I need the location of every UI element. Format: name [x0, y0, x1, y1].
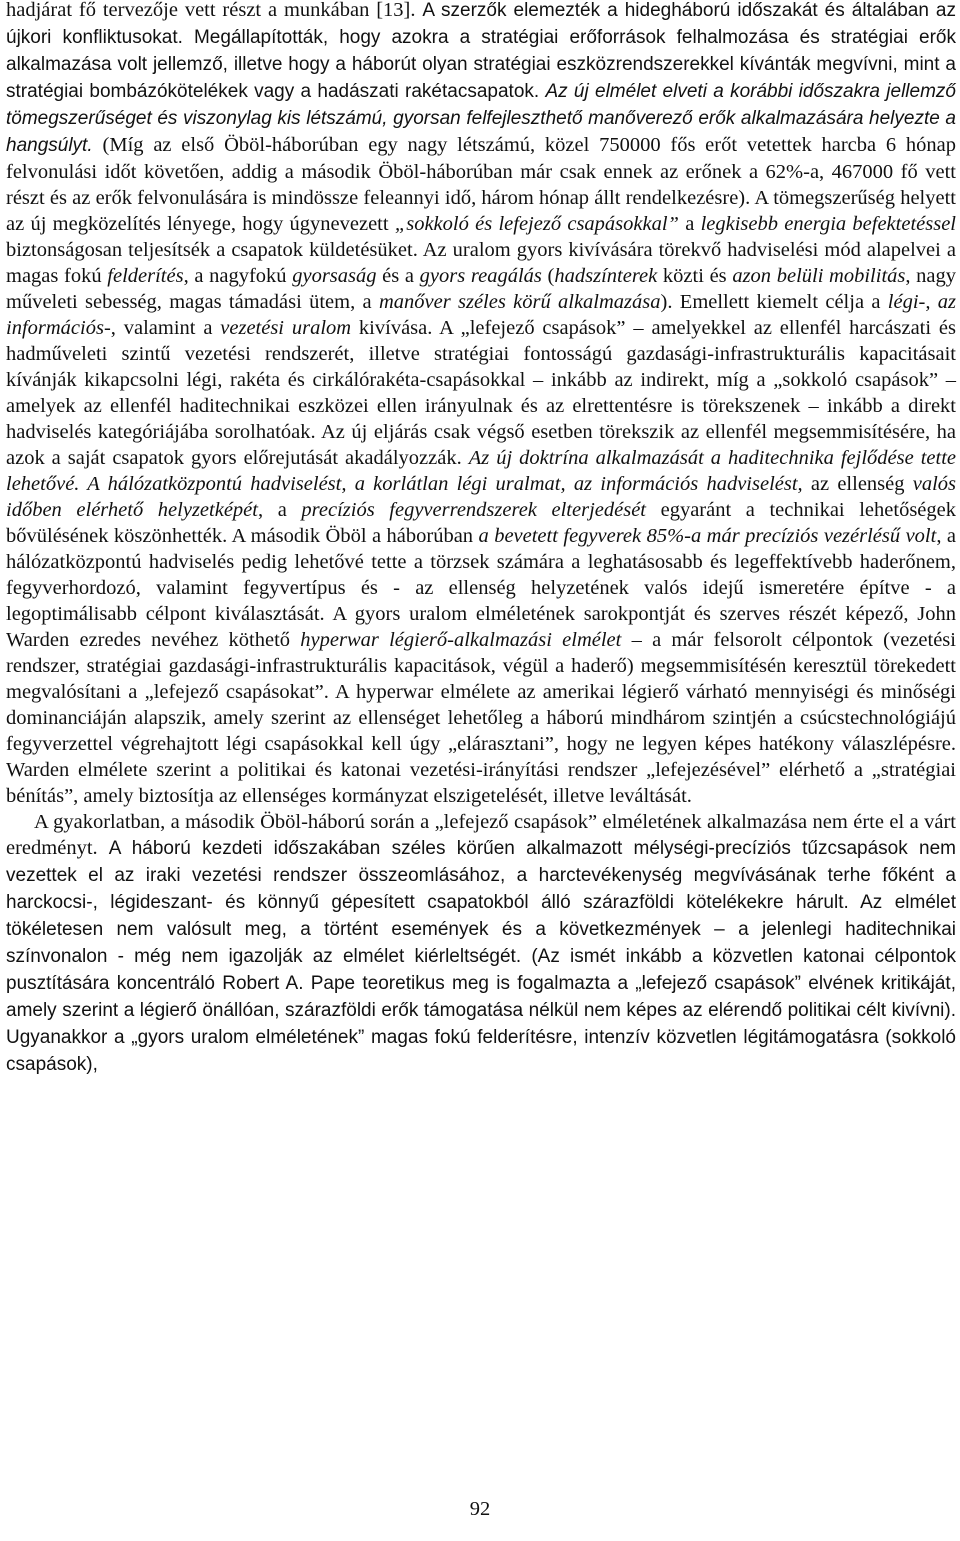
text-run: valós időben elérhető helyzetképét [6, 473, 956, 521]
text-run: , a [257, 499, 302, 521]
text-run: Az új doktrína alkalmazását a haditechnika fejlődése tette lehetővé. A hálózatközpontú hadviselést, a korlátlan légi uralmat, az információs hadviselést, [6, 447, 956, 495]
text-run: legkisebb energia befektetéssel [700, 213, 956, 235]
document-page [6, 0, 956, 1078]
text-run: , valamint a [110, 317, 221, 339]
text-run: (Míg az első Öböl-háborúban egy nagy létszámú, közel 750000 fős erőt vetettek harcba 6 hónap felvonulási időt követően, addig a második Öböl-háborúban már csak ennek az erőnek a 62%-a, 467000 fő vett részt és az erők felvonulására is mindössze feleannyi idő, három hónap állt rendelkezésre). A tömegszerűség helyett az új megközelítés lényege, hogy úgynevezett [6, 134, 956, 235]
page-number: 92 [469, 1498, 491, 1520]
text-run: biztonságosan teljesítsék a csapatok küldetésüket. Az uralom gyors kivívására törekvő hadviselési mód alapelvei a magas fokú [6, 239, 956, 287]
text-run: vezetési uralom [220, 317, 352, 339]
body-paragraph [6, 809, 956, 1078]
text-run: A háború kezdeti időszakában széles körűen alkalmazott mélységi-precíziós tűzcsapások nem vezettek el az iraki vezetési rendszer összeomlásához, a harctevékenység megvívásának terhe főként a harckocsi-, légideszant- és könnyű gépesített csapatokból álló szárazföldi kötelékekre hárult. Az elmélet tökéletesen nem valósult meg, a történt események és a következmények – a jelenlegi haditechnikai színvonalon - még nem igazolják az elmélet kiérleltségét. (Az ismét inkább a közvetlen katonai célpontok pusztítására koncentráló Robert A. Pape teoretikus meg is fogalmazta a „lefejező csapások” elvének kritikáját, amely szerint a légierő önállóan, szárazföldi erők támogatása nélkül nem képes az elérendő politikai célt kivívni). Ugyanakkor a „gyors uralom elméletének” magas fokú felderítésre, intenzív közvetlen légitámogatásra (sokkoló csapások), [6, 838, 956, 1075]
text-run: felderítés [107, 265, 184, 287]
text-run: hadszínterek [554, 265, 658, 287]
text-run: az ellenség [802, 473, 913, 495]
text-run: a [678, 213, 701, 235]
text-run: egyaránt a technikai lehetőségek bővülésének köszönhették. A második Öböl a háborúban [6, 499, 956, 547]
text-run: kivívása. A „lefejező csapások” – amelyekkel az ellenfél harcászati és hadműveleti szintű vezetési rendszerét, illetve stratégiai fontosságú gazdasági-infrastrukturális kapacitásait kívánják kikapcsolni légi, rakéta és cirkálórakéta-csapásokkal – inkább az indirekt, míg a „sokkoló csapások” – amelyek az ellenfél haditechnikai eszközei ellen irányulnak és az elrettentésre is törekszenek – inkább a direkt hadviselés kategóriájába sorolhatóak. Az új eljárás csak végső esetben törekszik az ellenfél megsemmisítésére, ha azok a saját csapatok gyors előrejutását akadályozzák. [6, 317, 956, 469]
text-run: , nagy műveleti sebesség, magas támadási ütem, a [6, 265, 957, 313]
text-run: , a nagyfokú [183, 265, 293, 287]
text-run: a bevetett fegyverek 85%-a már precíziós vezérlésű volt [478, 525, 937, 547]
text-run: A gyakorlatban, a második Öböl-háború során a „lefejező csapások” elméletének alkalmazása nem érte el a várt eredményt. [6, 811, 956, 859]
text-run: és a [376, 265, 420, 287]
body-paragraph [6, 0, 956, 809]
text-run: precíziós fegyverrendszerek elterjedését [301, 499, 646, 521]
text-run: manőver széles körű alkalmazása [378, 291, 661, 313]
text-run: gyorsaság [292, 265, 377, 287]
text-run: ). Emellett kiemelt célja a [660, 291, 888, 313]
text-run: ( [541, 265, 555, 287]
text-run: „sokkoló és lefejező csapásokkal” [394, 213, 679, 235]
text-run: azon belüli mobilitás [732, 265, 906, 287]
text-run: légi-, az információs- [6, 291, 957, 339]
text-run: hadjárat fő tervezője vett részt a munkában [13]. [6, 0, 423, 21]
text-run: – a már felsorolt célpontok (vezetési rendszer, stratégiai gazdasági-infrastrukturális kapacitások, végül a haderő) megsemmisítésén keresztül törekedett megvalósítani a „lefejező csapásokat”. A hyperwar elmélete az amerikai légierő várható mennyiségi és minőségi dominanciáján alapszik, amely szerint az ellenséget lehetőleg a háború mindhárom szintjén a csúcstechnológiájú fegyverzettel végrehajtott légi csapásokkal kell úgy „elárasztani”, hogy ne legyen képes hatékony válaszlépésre. Warden elmélete szerint a politikai és katonai vezetési-irányítási rendszer „lefejezésével” elérhető a „stratégiai bénítás”, amely biztosítja az ellenséges kormányzat elszigetelését, illetve leváltását. [6, 629, 956, 807]
text-run: Az új elmélet elveti a korábbi időszakra jellemző tömegszerűséget és viszonylag kis létszámú, gyorsan felfejleszthető manőverező erők alkalmazására helyezte a hangsúlyt. [6, 81, 956, 156]
text-run: hyperwar légierő-alkalmazási elmélet [300, 629, 622, 651]
text-run: A szerzők elemezték a hidegháború időszakát és általában az újkori konfliktusokat. Megállapították, hogy azokra a stratégiai erőforrások felhalmozása és stratégiai erők alkalmazása volt jellemző, illetve hogy a háborút olyan stratégiai eszközrendszerekkel kívánták megvívni, mint a stratégiai bombázókötelékek vagy a hadászati rakétacsapatok. [6, 0, 956, 102]
text-run: gyors reagálás [419, 265, 542, 287]
text-run: közti és [657, 265, 733, 287]
text-run: , a hálózatközpontú hadviselés pedig lehetővé tette a törzsek számára a leghatásosabb és legeffektívebb haderőnem, fegyverhordozó, valamint fegyvertípus és - az ellenség helyzetének valós idejű ismeretére építve - a legoptimálisabb célpont kiválasztását. A gyors uralom elméletének sarokpontját és szerves részét képező, John Warden ezredes nevéhez köthető [6, 525, 956, 651]
